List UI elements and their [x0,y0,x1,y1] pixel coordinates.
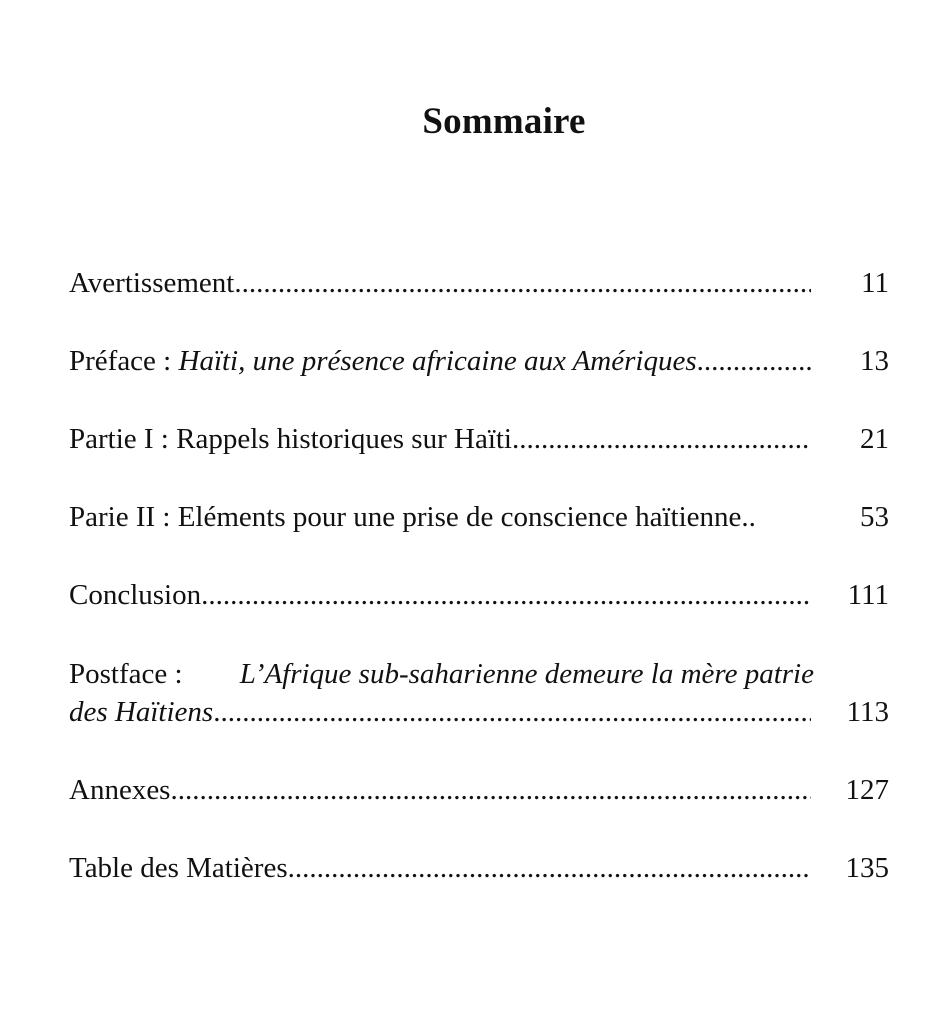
toc-entry-conclusion [69,576,889,614]
toc-leader-dots [234,264,811,302]
toc-page-number: 111 [847,579,889,611]
toc-entry-label-continued: des Haïtiens [69,696,214,728]
toc-page-number: 11 [861,267,889,299]
toc-entry-label: Partie I : Rappels historiques sur Haïti [69,423,512,455]
toc-entry-annexes [69,771,889,809]
toc-entry-first-line [69,655,814,693]
toc-page-number: 13 [860,345,889,377]
toc-entry-label: Avertissement [69,267,235,299]
page-title: Sommaire [422,101,586,142]
toc-entry-label: Préface : Haïti, une présence africaine aux Amériques [69,345,697,377]
toc-leader-dots [288,849,811,887]
toc-entry-avertissement [69,264,889,302]
toc-leader-dots [512,420,811,458]
toc-leader-dots [170,771,811,809]
toc-entry-italic-title: Haïti, une présence africaine aux Amériques [178,345,697,377]
toc-entry-italic-title: L’Afrique sub-saharienne demeure la mère patrie [239,658,814,690]
toc-page-number: 113 [846,696,889,728]
toc-entry-label: Table des Matières [69,852,288,884]
toc-entry-label: Annexes [69,774,171,806]
toc-entry-partie-1 [69,420,889,458]
toc-leader-dots [697,342,811,380]
toc-leader-dots [213,693,811,731]
toc-entry-table-des-matieres [69,849,889,887]
toc-entry-preface [69,342,889,380]
toc-entry-partie-2 [69,498,889,536]
toc-page-number: 53 [860,501,889,533]
toc-entry-postface [69,655,889,731]
toc-page-number: 135 [845,852,889,884]
toc-page-number: 127 [845,774,889,806]
toc-page-number: 21 [860,423,889,455]
toc-entry-label: Parie II : Eléments pour une prise de conscience haïtienne.. [69,501,756,533]
toc-leader-dots [201,576,811,614]
toc-entry-label: Postface : [69,658,183,690]
toc-entry-label: Conclusion [69,579,202,611]
